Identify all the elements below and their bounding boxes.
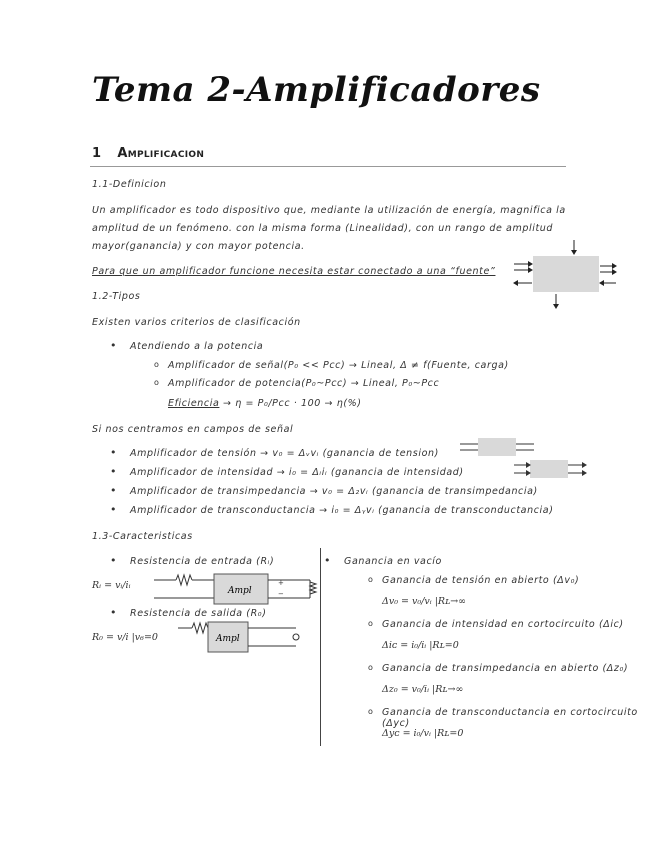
item-ganancia-transimpedancia: o Ganancia de transimpedancia en abierto (Δz₀) [382,663,628,674]
item-amp-transimpedancia: • Amplificador de transimpedancia → v₀ = Δ₂vᵢ (ganancia de transimpedancia) [130,486,538,497]
item-amp-tension: • Amplificador de tensión → v₀ = Δᵥvᵢ (ganancia de tension) [130,448,439,459]
fuente-note: Para que un amplificador funcione necesita estar conectado a una “fuente” [92,266,496,277]
formula-ganancia-intensidad: Δiᴄ = i₀/iᵢ |Rʟ=0 [382,640,459,651]
subheading-definicion: 1.1-Definicion [92,179,167,190]
item-amp-potencia: o Amplificador de potencia(P₀~Pᴄᴄ) → Lineal, P₀~Pᴄᴄ [168,378,439,389]
section-label: Amplificacion [117,146,205,161]
bullet-resistencia-salida: • Resistencia de salida (R₀) [130,608,267,619]
amplifier-block [533,256,599,292]
formula-ganancia-transconductancia: Δyᴄ = i₀/vᵢ |Rʟ=0 [382,728,464,739]
ampl-label-output: Ampl [216,634,240,644]
item-amp-senal: o Amplificador de señal(P₀ << Pᴄᴄ) → Lineal, Δ ≠ f(Fuente, carga) [168,360,509,371]
ri-formula: Rᵢ = vᵢ/iᵢ [92,580,131,591]
section-rule [90,166,566,167]
item-ganancia-tension: o Ganancia de tensión en abierto (Δv₀) [382,575,579,586]
definition-line-1: Un amplificador es todo dispositivo que, mediante la utilización de energía, magnifica la [92,205,566,216]
ro-formula: R₀ = v/i |v₆=0 [92,632,158,643]
eficiencia-line [168,398,362,409]
eficiencia-label: Eficiencia [168,398,220,409]
item-ganancia-intensidad: o Ganancia de intensidad en cortocircuito (Δiᴄ) [382,619,624,630]
input-resistance-circuit [150,572,326,606]
subheading-tipos: 1.2-Tipos [92,291,141,302]
definition-line-2: amplitud de un fenómeno. con la misma forma (Linealidad), con un rango de amplitud [92,223,554,234]
definition-line-3: mayor(ganancia) y con mayor potencia. [92,241,305,252]
eficiencia-formula: → η = P₀/Pᴄᴄ · 100 → η(%) [223,398,362,409]
item-amp-intensidad: • Amplificador de intensidad → i₀ = Δᵢiᵢ (ganancia de intensidad) [130,467,464,478]
bullet-resistencia-entrada: • Resistencia de entrada (Rᵢ) [130,556,274,567]
campos-intro: Si nos centramos en campos de señal [92,424,294,435]
section-number: 1 [92,146,102,161]
ampl-label-input: Ampl [228,586,252,596]
fuente-diagram [512,238,622,310]
bullet-ganancia-vacio: • Ganancia en vacío [344,556,442,567]
bullet-potencia: • Atendiendo a la potencia [130,341,263,352]
section-heading [92,146,204,161]
subheading-caracteristicas: 1.3-Caracteristicas [92,531,193,542]
svg-text:+: + [278,579,284,587]
tipos-intro: Existen varios criterios de clasificación [92,317,301,328]
item-ganancia-transconductancia: o Ganancia de transconductancia en cortocircuito (Δyᴄ) [382,707,655,729]
signal-blocks-diagram [458,436,590,482]
page-title: Tema 2-Amplificadores [92,70,541,110]
formula-ganancia-tension: Δv₀ = v₀/vᵢ |Rʟ→∞ [382,596,467,607]
svg-text:−: − [278,590,284,598]
output-resistance-circuit [178,620,304,656]
item-amp-transconductancia: • Amplificador de transconductancia → i₀ = Δᵧvᵢ (ganancia de transconductancia) [130,505,554,516]
formula-ganancia-transimpedancia: Δz₀ = v₀/iᵢ |Rʟ→∞ [382,684,464,695]
